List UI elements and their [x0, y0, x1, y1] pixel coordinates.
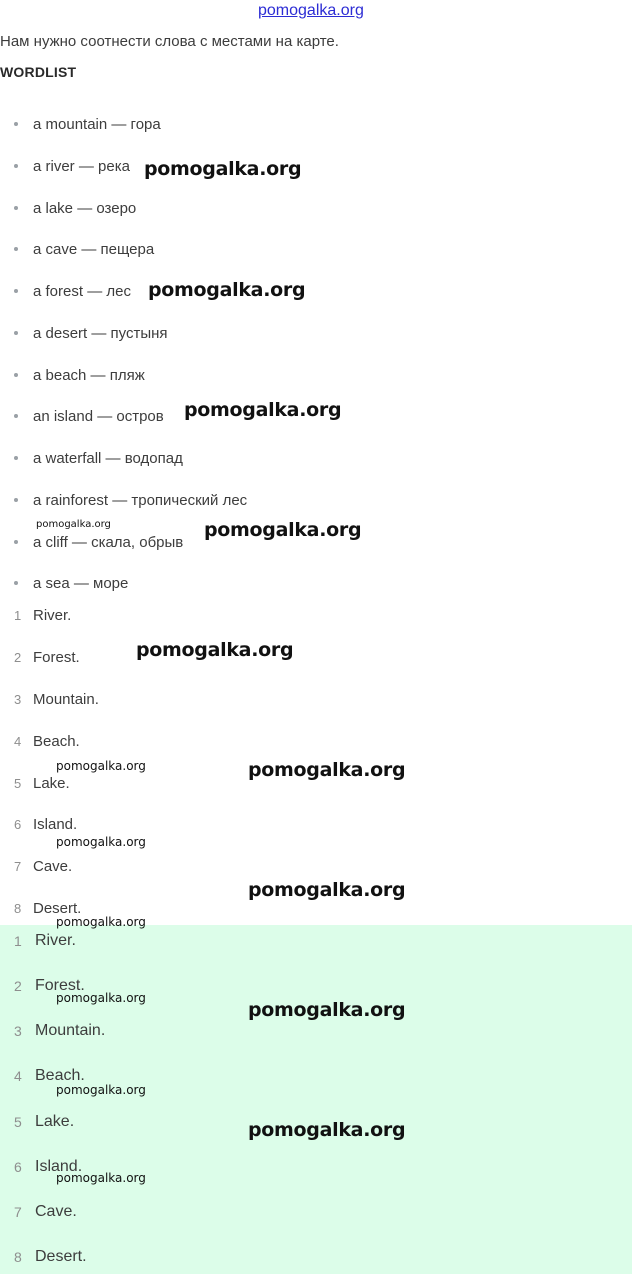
list-item [14, 364, 145, 386]
item-number: 6 [14, 816, 22, 832]
item-text: Cave. [35, 1203, 77, 1220]
item-number: 8 [14, 1249, 22, 1265]
answer-item [14, 1111, 74, 1133]
item-number: 2 [14, 649, 22, 665]
word-pair: a cliff — скала, обрыв [33, 533, 184, 551]
bullet-icon [14, 122, 18, 126]
word-pair: a waterfall — водопад [33, 449, 183, 467]
list-item [14, 280, 131, 302]
item-number: 4 [14, 1068, 22, 1084]
watermark: pomogalka.org [36, 519, 111, 530]
list-item [14, 155, 130, 177]
item-text: River. [33, 606, 72, 624]
word-pair: an island — остров [33, 407, 164, 425]
numbered-item [14, 730, 80, 752]
numbered-item [14, 855, 72, 877]
word-pair: a desert — пустыня [33, 324, 168, 342]
item-number: 6 [14, 1159, 22, 1175]
item-text: Desert. [35, 1248, 87, 1265]
watermark: pomogalka.org [56, 991, 146, 1005]
watermark: pomogalka.org [144, 158, 302, 180]
bullet-icon [14, 373, 18, 377]
watermark: pomogalka.org [56, 835, 146, 849]
item-text: River. [35, 932, 76, 949]
watermark: pomogalka.org [56, 915, 146, 929]
list-item [14, 489, 247, 511]
bullet-icon [14, 540, 18, 544]
item-number: 1 [14, 607, 22, 623]
watermark: pomogalka.org [148, 279, 306, 301]
list-item [14, 531, 183, 553]
item-text: Desert. [33, 899, 82, 917]
numbered-item [14, 646, 80, 668]
item-number: 8 [14, 900, 22, 916]
item-number: 2 [14, 978, 22, 994]
item-number: 7 [14, 858, 22, 874]
list-item [14, 238, 154, 260]
item-text: Forest. [35, 977, 85, 994]
item-number: 3 [14, 691, 22, 707]
word-pair: a cave — пещера [33, 240, 155, 258]
list-item [14, 447, 183, 469]
item-number: 4 [14, 733, 22, 749]
word-pair: a river — река [33, 157, 130, 175]
item-number: 5 [14, 1114, 22, 1130]
watermark: pomogalka.org [184, 399, 342, 421]
list-item [14, 113, 161, 135]
watermark: pomogalka.org [56, 1083, 146, 1097]
watermark: pomogalka.org [248, 879, 406, 901]
bullet-icon [14, 206, 18, 210]
item-text: Lake. [35, 1113, 75, 1130]
bullet-icon [14, 456, 18, 460]
word-pair: a lake — озеро [33, 199, 137, 217]
item-text: Island. [35, 1158, 83, 1175]
watermark: pomogalka.org [56, 1171, 146, 1185]
bullet-icon [14, 164, 18, 168]
watermark: pomogalka.org [204, 519, 362, 541]
bullet-icon [14, 581, 18, 585]
numbered-item [14, 604, 71, 626]
intro-text: Нам нужно соотнести слова с местами на карте. [0, 33, 339, 50]
watermark: pomogalka.org [56, 759, 146, 773]
item-number: 5 [14, 775, 22, 791]
list-item [14, 197, 136, 219]
bullet-icon [14, 331, 18, 335]
item-number: 1 [14, 933, 22, 949]
item-text: Lake. [33, 774, 70, 792]
item-text: Island. [33, 815, 78, 833]
word-pair: a forest — лес [33, 282, 131, 300]
watermark: pomogalka.org [248, 1119, 406, 1141]
watermark: pomogalka.org [248, 759, 406, 781]
watermark: pomogalka.org [136, 639, 294, 661]
word-pair: a mountain — гора [33, 115, 161, 133]
wordlist-heading: WORDLIST [0, 64, 77, 80]
watermark: pomogalka.org [248, 999, 406, 1021]
list-item [14, 322, 168, 344]
item-text: Forest. [33, 648, 80, 666]
item-number: 3 [14, 1023, 22, 1039]
answer-panel [0, 925, 632, 1274]
item-text: Mountain. [35, 1022, 106, 1039]
item-number: 7 [14, 1204, 22, 1220]
answer-item [14, 1020, 105, 1042]
bullet-icon [14, 247, 18, 251]
bullet-icon [14, 289, 18, 293]
bullet-icon [14, 414, 18, 418]
numbered-item [14, 688, 99, 710]
list-item [14, 572, 128, 594]
answer-item [14, 930, 76, 952]
site-link[interactable]: pomogalka.org [258, 2, 364, 19]
item-text: Beach. [35, 1067, 85, 1084]
word-pair: a sea — море [33, 574, 129, 592]
numbered-item [14, 772, 70, 794]
item-text: Mountain. [33, 690, 99, 708]
word-pair: a beach — пляж [33, 366, 145, 384]
answer-item [14, 1246, 87, 1268]
bullet-icon [14, 498, 18, 502]
word-pair: a rainforest — тропический лес [33, 491, 248, 509]
item-text: Beach. [33, 732, 80, 750]
numbered-item [14, 813, 77, 835]
item-text: Cave. [33, 857, 73, 875]
list-item [14, 405, 164, 427]
answer-item [14, 1201, 77, 1223]
